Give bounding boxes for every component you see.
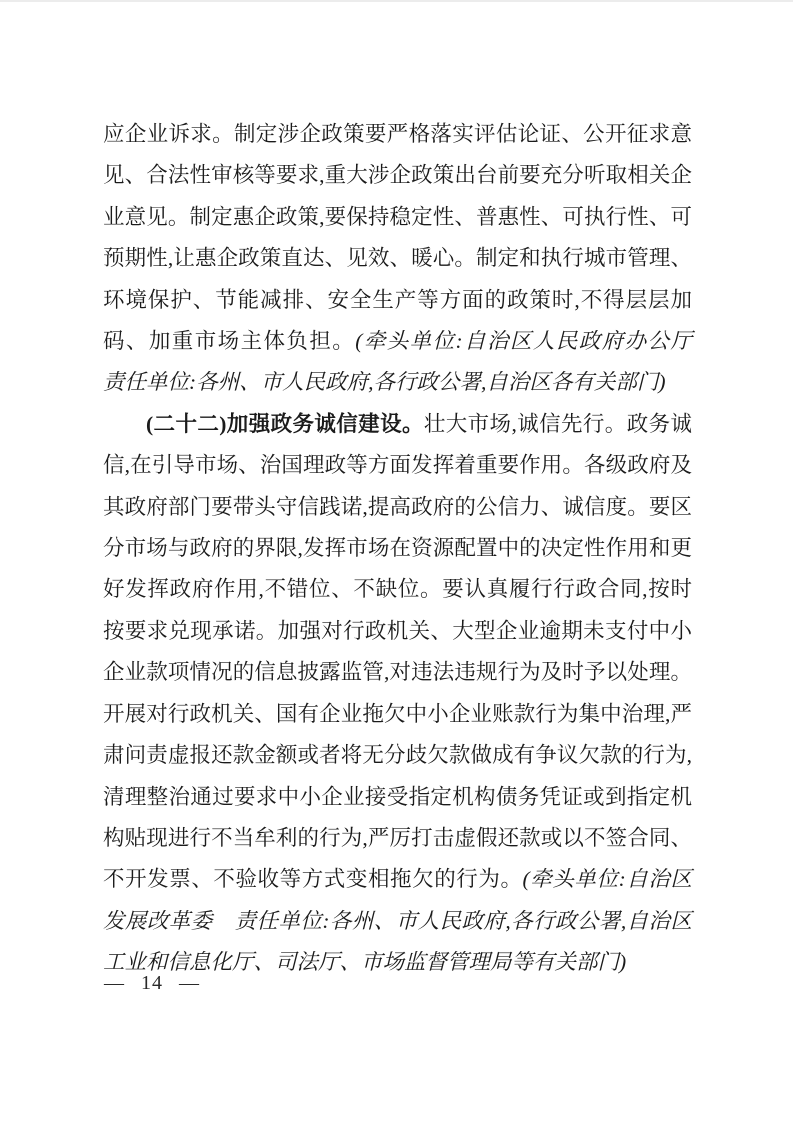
document-body: [103, 114, 714, 984]
scan-edge-artifact: [0, 0, 793, 2]
paragraph-item-22-heading: (二十二)加强政务诚信建设。: [146, 411, 424, 436]
paragraph-item-22: [103, 404, 692, 984]
paragraph-continued-text: 应企业诉求。制定涉企政策要严格落实评估论证、公开征求意见、合法性审核等要求,重大涉企政策出台前要充分听取相关企业意见。制定惠企政策,要保持稳定性、普惠性、可执行性、可预期性,让惠企政策直达、见效、暖心。制定和执行城市管理、环境保护、节能减排、安全生产等方面的政策时,不得层层加码、加重市场主体负担。: [103, 122, 692, 354]
paragraph-item-22-attribution: (牵头单位:自治区发展改革委 责任单位:各州、市人民政府,各行政公署,自治区工业和信息化厅、司法厅、市场监督管理局等有关部门): [103, 867, 692, 975]
paragraph-item-22-text: 壮大市场,诚信先行。政务诚信,在引导市场、治国理政等方面发挥着重要作用。各级政府及其政府部门要带头守信践诺,提高政府的公信力、诚信度。要区分市场与政府的界限,发挥市场在资源配置中的决定性作用和更好发挥政府作用,不错位、不缺位。要认真履行行政合同,按时按要求兑现承诺。加强对行政机关、大型企业逾期未支付中小企业款项情况的信息披露监管,对违法违规行为及时予以处理。开展对行政机关、国有企业拖欠中小企业账款行为集中治理,严肃问责虚报还款金额或者将无分歧欠款做成有争议欠款的行为,清理整治通过要求中小企业接受指定机构债务凭证或到指定机构贴现进行不当牟利的行为,严厉打击虚假还款或以不签合同、不开发票、不验收等方式变相拖欠的行为。: [103, 411, 692, 892]
paragraph-continued-attribution: (牵头单位:自治区人民政府办公厅 责任单位:各州、市人民政府,各行政公署,自治区各有关部门): [103, 329, 714, 395]
page-number: — 14 —: [104, 972, 200, 994]
paragraph-continued: [103, 114, 714, 404]
